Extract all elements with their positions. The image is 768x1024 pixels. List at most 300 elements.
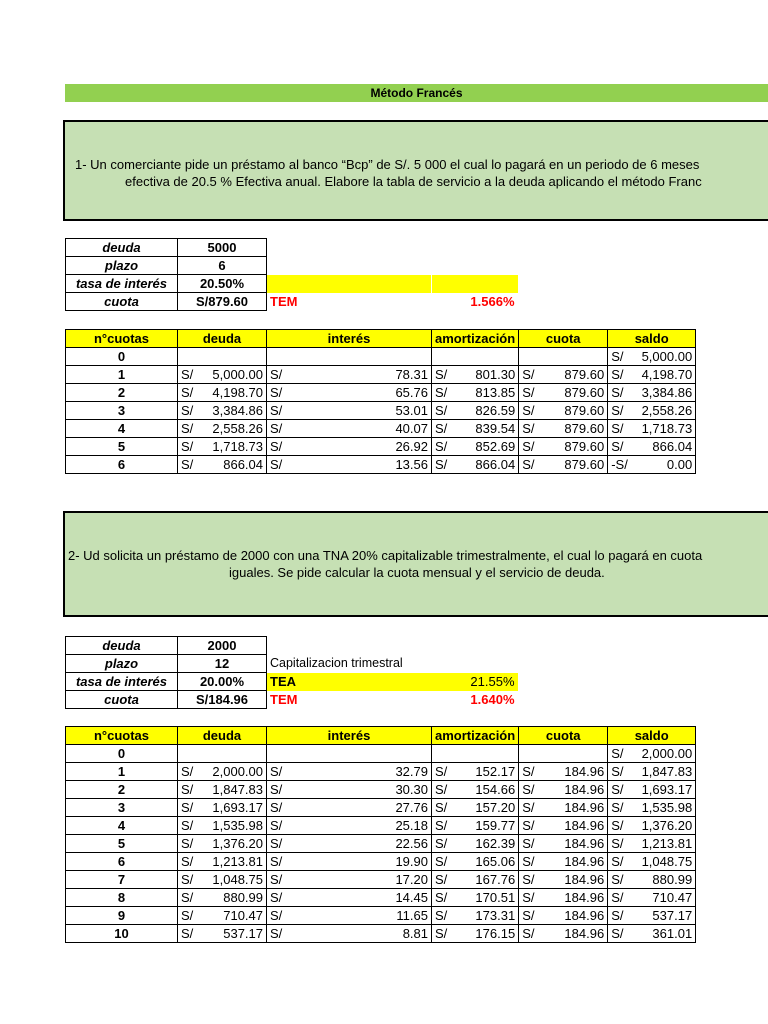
column-header[interactable]: n°cuotas [66,330,178,348]
cuota-number[interactable]: 3 [66,402,178,420]
currency-symbol: S/ [435,421,448,436]
p1-cuota-value[interactable]: S/879.60 [178,293,267,311]
p2-cuota-value[interactable]: S/184.96 [178,691,267,709]
cuota-cell[interactable] [519,438,608,456]
cuota-number[interactable]: 7 [66,871,178,889]
cuota-cell[interactable] [519,871,608,889]
p1-plazo-value[interactable]: 6 [178,257,267,275]
currency-symbol: S/ [181,836,194,851]
currency-symbol: S/ [522,439,535,454]
problem-1-box [63,120,768,221]
amount: 2,558.26 [641,403,693,418]
cuota-cell[interactable] [519,817,608,835]
amortizacion-cell[interactable] [432,781,519,799]
amount: 157.20 [475,800,516,815]
currency-value [270,438,428,455]
currency-value [181,366,263,383]
currency-symbol: S/ [611,836,624,851]
amount: 8.81 [402,926,428,941]
currency-value [522,889,604,906]
amount: 154.66 [475,782,516,797]
p1-highlight-cell[interactable] [267,275,432,293]
interes-cell[interactable] [267,348,432,366]
currency-symbol: S/ [611,421,624,436]
currency-value [435,456,515,473]
currency-value [270,817,428,834]
currency-value [611,366,692,383]
amount: 22.56 [395,836,428,851]
currency-value [270,925,428,942]
deuda-cell[interactable] [178,438,267,456]
currency-value [435,384,515,401]
amount: 879.60 [564,385,605,400]
amount: 1,376.20 [212,836,263,851]
saldo-cell[interactable] [608,907,696,925]
saldo-cell[interactable] [608,366,696,384]
interes-cell[interactable] [267,889,432,907]
problem-2-params [65,636,518,709]
saldo-cell[interactable] [608,348,696,366]
cuota-number[interactable]: 10 [66,925,178,943]
currency-symbol: S/ [522,764,535,779]
currency-symbol: S/ [522,872,535,887]
deuda-cell[interactable] [178,420,267,438]
deuda-cell[interactable] [178,366,267,384]
currency-value [522,456,604,473]
currency-value [270,835,428,852]
currency-symbol: S/ [181,890,194,905]
cuota-number[interactable]: 6 [66,853,178,871]
cuota-cell[interactable] [519,745,608,763]
interes-cell[interactable] [267,799,432,817]
deuda-cell[interactable] [178,799,267,817]
cuota-cell[interactable] [519,366,608,384]
currency-value [611,348,692,365]
deuda-cell[interactable] [178,456,267,474]
amount: 25.18 [395,818,428,833]
currency-value [611,438,692,455]
amount: 11.65 [396,908,428,923]
amortizacion-cell[interactable] [432,402,519,420]
currency-value [270,420,428,437]
p1-tem-label: TEM [270,294,298,309]
cuota-number[interactable]: 0 [66,348,178,366]
currency-symbol: S/ [181,764,194,779]
amount: 65.76 [395,385,428,400]
table-row [66,925,696,943]
saldo-cell[interactable] [608,745,696,763]
problem-2-line-2: iguales. Se pide calcular la cuota mensual y el servicio de deuda. [229,565,605,580]
table-row [66,348,696,366]
interes-cell[interactable] [267,853,432,871]
currency-value [181,763,263,780]
currency-symbol: S/ [611,782,624,797]
deuda-cell[interactable] [178,781,267,799]
amount: 4,198.70 [641,367,693,382]
currency-symbol: S/ [181,800,194,815]
saldo-cell[interactable] [608,925,696,943]
cuota-cell[interactable] [519,402,608,420]
table-row [66,438,696,456]
deuda-cell[interactable] [178,871,267,889]
amount: 852.69 [475,439,516,454]
interes-cell[interactable] [267,925,432,943]
currency-value [270,763,428,780]
amount: 184.96 [564,908,605,923]
deuda-cell[interactable] [178,384,267,402]
interes-cell[interactable] [267,420,432,438]
cuota-cell[interactable] [519,420,608,438]
cuota-number[interactable]: 1 [66,366,178,384]
p1-tem-value[interactable]: 1.566% [470,294,515,309]
amount: 162.39 [475,836,516,851]
deuda-cell[interactable] [178,889,267,907]
cuota-number[interactable]: 5 [66,438,178,456]
amount: 184.96 [564,782,605,797]
currency-symbol: S/ [435,782,448,797]
cuota-cell[interactable] [519,835,608,853]
cuota-number[interactable]: 2 [66,384,178,402]
currency-symbol: S/ [435,926,448,941]
saldo-cell[interactable] [608,817,696,835]
interes-cell[interactable] [267,871,432,889]
currency-value [435,835,515,852]
saldo-cell[interactable] [608,763,696,781]
currency-symbol: S/ [522,457,535,472]
amount: 1,535.98 [212,818,263,833]
currency-symbol: S/ [522,836,535,851]
table-row [66,745,696,763]
amount: 361.01 [652,926,693,941]
p2-deuda-value[interactable]: 2000 [178,637,267,655]
currency-symbol: S/ [522,782,535,797]
amount: 1,376.20 [641,818,693,833]
currency-value [611,817,692,834]
column-header[interactable]: saldo [608,727,696,745]
currency-symbol: S/ [270,926,283,941]
currency-symbol: S/ [611,764,624,779]
deuda-cell[interactable] [178,835,267,853]
amortizacion-cell[interactable] [432,853,519,871]
cuota-cell[interactable] [519,853,608,871]
amount: 184.96 [564,872,605,887]
deuda-cell[interactable] [178,817,267,835]
cuota-number[interactable]: 8 [66,889,178,907]
currency-value [181,799,263,816]
column-header[interactable]: amortización [432,330,519,348]
amount: 1,847.83 [641,764,693,779]
currency-symbol: S/ [270,421,283,436]
currency-value [522,925,604,942]
p2-plazo-value[interactable]: 12 [178,655,267,673]
currency-symbol: S/ [611,854,624,869]
amount: 184.96 [564,926,605,941]
currency-value [522,871,604,888]
p2-tem-value[interactable]: 1.640% [470,692,515,707]
amortizacion-cell[interactable] [432,925,519,943]
amortizacion-cell[interactable] [432,348,519,366]
currency-value [435,420,515,437]
saldo-cell[interactable] [608,889,696,907]
column-header[interactable]: cuota [519,330,608,348]
currency-value [611,781,692,798]
column-header[interactable]: interés [267,330,432,348]
amortizacion-cell[interactable] [432,456,519,474]
amortizacion-cell[interactable] [432,438,519,456]
currency-value [181,925,263,942]
currency-symbol: S/ [611,385,624,400]
deuda-cell[interactable] [178,853,267,871]
amount: 710.47 [223,908,263,923]
currency-symbol: S/ [611,403,624,418]
currency-symbol: S/ [522,890,535,905]
interes-cell[interactable] [267,456,432,474]
amount: 184.96 [564,890,605,905]
amount: 184.96 [564,836,605,851]
currency-symbol: S/ [270,818,283,833]
cuota-cell[interactable] [519,925,608,943]
p2-cap-note: Capitalizacion trimestral [270,656,403,670]
amount: 537.17 [223,926,263,941]
amount: 826.59 [475,403,516,418]
currency-value [181,817,263,834]
cuota-number[interactable]: 4 [66,420,178,438]
currency-symbol: S/ [522,926,535,941]
amount: 167.76 [475,872,516,887]
p1-plazo-label: plazo [66,257,178,275]
currency-value [435,871,515,888]
cuota-cell[interactable] [519,907,608,925]
column-header[interactable]: amortización [432,727,519,745]
amount: 40.07 [395,421,428,436]
currency-value [181,402,263,419]
cuota-number[interactable]: 6 [66,456,178,474]
currency-symbol: S/ [435,403,448,418]
table-row [66,420,696,438]
amortizacion-cell[interactable] [432,763,519,781]
amount: 2,000.00 [641,746,693,761]
p1-highlight-cell-2[interactable] [432,275,518,293]
currency-value [611,799,692,816]
currency-value [611,889,692,906]
currency-value [522,366,604,383]
currency-symbol: S/ [522,403,535,418]
table-row [66,907,696,925]
amortizacion-cell[interactable] [432,366,519,384]
column-header[interactable]: deuda [178,330,267,348]
cuota-cell[interactable] [519,781,608,799]
amortizacion-cell[interactable] [432,384,519,402]
amount: 1,213.81 [641,836,693,851]
deuda-cell[interactable] [178,348,267,366]
currency-value [181,853,263,870]
currency-value [522,853,604,870]
p1-deuda-value[interactable]: 5000 [178,239,267,257]
currency-value [435,763,515,780]
amortizacion-cell[interactable] [432,817,519,835]
currency-symbol: S/ [522,421,535,436]
deuda-cell[interactable] [178,745,267,763]
p2-cuota-label: cuota [66,691,178,709]
currency-symbol: S/ [522,908,535,923]
amount: 0.00 [666,457,693,472]
amount: 2,000.00 [212,764,263,779]
cuota-cell[interactable] [519,889,608,907]
cuota-number[interactable]: 4 [66,817,178,835]
currency-symbol: S/ [270,385,283,400]
column-header[interactable]: saldo [608,330,696,348]
currency-symbol: S/ [435,908,448,923]
amortizacion-cell[interactable] [432,420,519,438]
amount: 1,693.17 [641,782,693,797]
amount: 1,718.73 [641,421,693,436]
saldo-cell[interactable] [608,781,696,799]
deuda-cell[interactable] [178,907,267,925]
column-header[interactable]: deuda [178,727,267,745]
table-row [66,763,696,781]
amount: 880.99 [223,890,263,905]
currency-value [522,763,604,780]
currency-symbol: S/ [181,421,194,436]
cuota-number[interactable]: 9 [66,907,178,925]
cuota-number[interactable]: 2 [66,781,178,799]
currency-symbol: S/ [181,908,194,923]
saldo-cell[interactable] [608,835,696,853]
currency-symbol: S/ [270,457,283,472]
table-row [66,781,696,799]
currency-symbol: S/ [435,385,448,400]
currency-symbol: S/ [611,800,624,815]
amount: 78.31 [395,367,428,382]
currency-symbol: S/ [522,367,535,382]
saldo-cell[interactable] [608,402,696,420]
p2-tasa-value[interactable]: 20.00% [178,673,267,691]
amount: 13.56 [395,457,428,472]
currency-value [435,438,515,455]
currency-symbol: S/ [181,872,194,887]
column-header[interactable]: n°cuotas [66,727,178,745]
interes-cell[interactable] [267,402,432,420]
deuda-cell[interactable] [178,763,267,781]
p1-tasa-value[interactable]: 20.50% [178,275,267,293]
currency-value [611,402,692,419]
currency-symbol: S/ [522,854,535,869]
currency-value [181,889,263,906]
column-header[interactable]: cuota [519,727,608,745]
currency-value [611,745,692,762]
cuota-cell[interactable] [519,799,608,817]
currency-symbol: S/ [270,908,283,923]
amount: 801.30 [475,367,516,382]
cuota-number[interactable]: 3 [66,799,178,817]
currency-value [181,871,263,888]
currency-symbol: S/ [270,782,283,797]
problem-1-params [65,238,518,311]
cuota-cell[interactable] [519,456,608,474]
currency-value [270,799,428,816]
sheet-title: Método Francés [65,84,768,102]
currency-symbol: S/ [435,764,448,779]
saldo-cell[interactable] [608,853,696,871]
deuda-cell[interactable] [178,402,267,420]
cuota-cell[interactable] [519,384,608,402]
interes-cell[interactable] [267,763,432,781]
currency-value [435,889,515,906]
amortizacion-cell[interactable] [432,907,519,925]
saldo-cell[interactable] [608,384,696,402]
currency-value [435,817,515,834]
amortizacion-cell[interactable] [432,745,519,763]
p2-tea-value[interactable]: 21.55% [432,673,518,691]
currency-value [611,853,692,870]
amount: 866.04 [223,457,263,472]
p2-plazo-label: plazo [66,655,178,673]
currency-symbol: S/ [435,457,448,472]
saldo-cell[interactable] [608,799,696,817]
amortizacion-cell[interactable] [432,835,519,853]
currency-value [270,853,428,870]
currency-value [270,384,428,401]
interes-cell[interactable] [267,384,432,402]
currency-value [435,402,515,419]
cuota-number[interactable]: 5 [66,835,178,853]
deuda-cell[interactable] [178,925,267,943]
interes-cell[interactable] [267,366,432,384]
currency-symbol: S/ [270,764,283,779]
currency-value [522,402,604,419]
currency-value [270,889,428,906]
problem-2-schedule-table [65,726,696,943]
currency-value [611,871,692,888]
interes-cell[interactable] [267,438,432,456]
interes-cell[interactable] [267,907,432,925]
cuota-number[interactable]: 1 [66,763,178,781]
interes-cell[interactable] [267,835,432,853]
saldo-cell[interactable] [608,456,696,474]
amortizacion-cell[interactable] [432,889,519,907]
currency-value [181,384,263,401]
currency-symbol: S/ [435,367,448,382]
amortizacion-cell[interactable] [432,799,519,817]
interes-cell[interactable] [267,745,432,763]
currency-symbol: S/ [270,367,283,382]
currency-value [270,907,428,924]
table-row [66,889,696,907]
amount: 4,198.70 [212,385,263,400]
currency-value [181,438,263,455]
column-header[interactable]: interés [267,727,432,745]
currency-value [181,835,263,852]
currency-symbol: S/ [181,439,194,454]
interes-cell[interactable] [267,781,432,799]
saldo-cell[interactable] [608,420,696,438]
table-row [66,366,696,384]
amount: 32.79 [395,764,428,779]
cuota-cell[interactable] [519,348,608,366]
currency-symbol: S/ [435,800,448,815]
currency-symbol: S/ [270,403,283,418]
saldo-cell[interactable] [608,871,696,889]
currency-value [611,456,692,473]
saldo-cell[interactable] [608,438,696,456]
cuota-cell[interactable] [519,763,608,781]
currency-symbol: S/ [611,746,624,761]
amortizacion-cell[interactable] [432,871,519,889]
interes-cell[interactable] [267,817,432,835]
amount: 813.85 [475,385,516,400]
cuota-number[interactable]: 0 [66,745,178,763]
currency-symbol: S/ [611,908,624,923]
